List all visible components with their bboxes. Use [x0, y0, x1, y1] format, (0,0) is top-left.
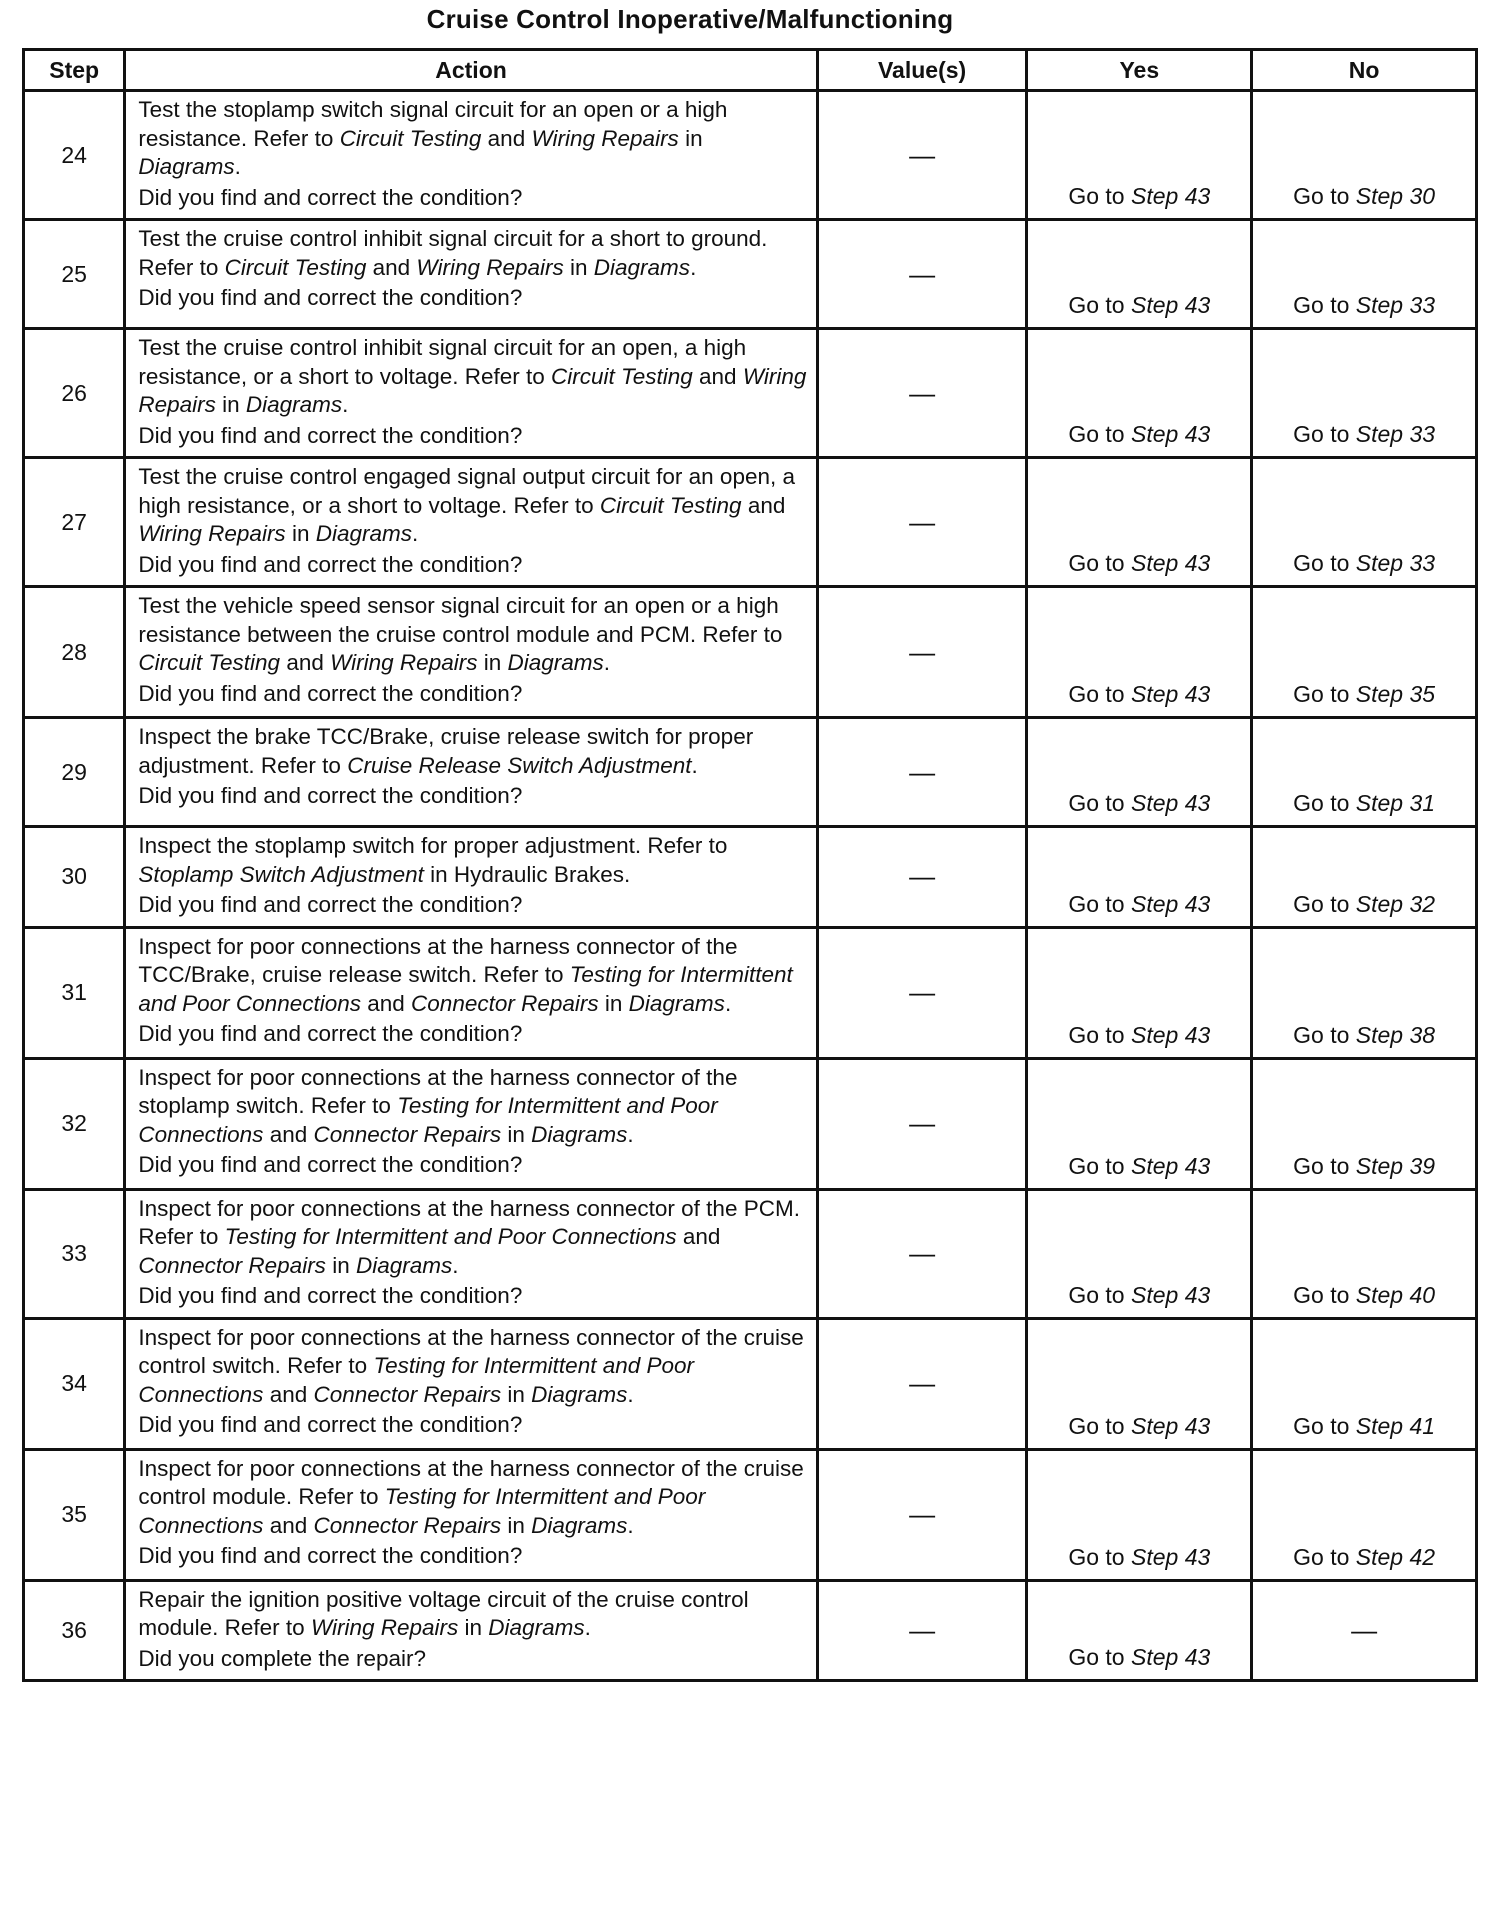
- action-text-segment: .: [342, 392, 349, 417]
- step-reference: Step 30: [1355, 183, 1436, 209]
- step-reference: Step 43: [1131, 183, 1211, 209]
- action-text-segment: in Hydraulic Brakes.: [423, 861, 631, 887]
- action-text: [138, 1195, 807, 1281]
- action-text-segment: and: [263, 1381, 314, 1407]
- yes-cell: [1027, 1058, 1252, 1189]
- go-to-text: Go to: [1293, 1543, 1356, 1570]
- action-question: Did you find and correct the condition?: [138, 285, 523, 310]
- action-text: [138, 1064, 807, 1150]
- yes-cell: [1027, 1449, 1252, 1580]
- reference-text: Circuit Testing: [339, 125, 482, 151]
- go-to-text: Go to: [1068, 1543, 1131, 1570]
- value-cell: —: [817, 329, 1027, 458]
- reference-text: Testing for Intermittent and Poor Connections: [138, 1484, 706, 1538]
- reference-text: Diagrams: [315, 521, 412, 546]
- step-number: 26: [24, 329, 125, 458]
- step-reference: Step 39: [1355, 1152, 1436, 1179]
- action-text-segment: Inspect the brake TCC/Brake, cruise release switch for proper adjustment. Refer to: [138, 724, 754, 778]
- action-cell: [125, 91, 817, 220]
- action-text-segment: Inspect the stoplamp switch for proper adjustment. Refer to: [138, 833, 728, 858]
- action-question: Did you find and correct the condition?: [138, 1543, 523, 1568]
- go-to-text: Go to: [1293, 790, 1356, 816]
- value-cell: —: [817, 1580, 1027, 1681]
- action-question: Did you find and correct the condition?: [138, 422, 523, 448]
- action-text-segment: .: [234, 154, 241, 179]
- yes-cell: [1027, 91, 1252, 220]
- action-text-segment: Test the cruise control inhibit signal circuit for a short to ground. Refer to: [138, 226, 768, 280]
- action-question: Did you find and correct the condition?: [138, 680, 523, 706]
- action-text: [138, 723, 807, 780]
- action-text-segment: Test the cruise control inhibit signal circuit for an open, a high resistance, or a short to voltage. Refer to: [138, 335, 747, 389]
- action-text-segment: Test the cruise control engaged signal output circuit for an open, a high resistance, or a short to voltage. Refer to: [138, 464, 795, 518]
- reference-text: Circuit Testing: [224, 254, 367, 280]
- action-text-segment: in: [501, 1121, 532, 1147]
- step-number: 36: [24, 1580, 125, 1681]
- reference-text: Diagrams: [507, 650, 604, 675]
- step-number: 27: [24, 458, 125, 587]
- action-text-segment: .: [691, 752, 698, 778]
- reference-text: Wiring Repairs: [330, 650, 478, 675]
- reference-text: Circuit Testing: [599, 492, 742, 518]
- no-cell: [1252, 1058, 1477, 1189]
- action-question: Did you find and correct the condition?: [138, 184, 523, 210]
- action-cell: [125, 1189, 817, 1318]
- step-number: 35: [24, 1449, 125, 1580]
- no-cell: —: [1252, 1580, 1477, 1681]
- action-text-segment: Test the stoplamp switch signal circuit for an open or a high resistance. Refer to: [138, 97, 728, 151]
- table-row: [24, 718, 1477, 827]
- action-text-segment: Inspect for poor connections at the harness connector of the PCM. Refer to: [138, 1195, 800, 1249]
- action-text-segment: Repair the ignition positive voltage circuit of the cruise control module. Refer to: [138, 1586, 749, 1640]
- step-number: 24: [24, 91, 125, 220]
- table-row: [24, 827, 1477, 928]
- reference-text: Wiring Repairs: [138, 521, 286, 546]
- value-cell: —: [817, 1058, 1027, 1189]
- step-number: 29: [24, 718, 125, 827]
- action-text-segment: .: [411, 521, 419, 546]
- step-reference: Step 40: [1355, 1281, 1436, 1308]
- action-text-segment: Inspect for poor connections at the harness connector of the stoplamp switch. Refer to: [138, 1064, 738, 1118]
- yes-cell: [1027, 1318, 1252, 1449]
- yes-cell: [1027, 927, 1252, 1058]
- header-yes: Yes: [1027, 50, 1252, 91]
- action-text: [138, 832, 807, 889]
- action-text-segment: .: [603, 650, 611, 675]
- step-number: 34: [24, 1318, 125, 1449]
- action-text: [138, 933, 807, 1019]
- step-reference: Step 43: [1131, 1152, 1211, 1179]
- action-text: [138, 592, 807, 678]
- step-reference: Step 35: [1355, 681, 1436, 707]
- no-cell: [1252, 329, 1477, 458]
- go-to-text: Go to: [1068, 681, 1131, 707]
- no-cell: [1252, 827, 1477, 928]
- reference-text: Diagrams: [355, 1252, 453, 1278]
- action-text-segment: and: [361, 990, 412, 1016]
- reference-text: Diagrams: [531, 1512, 628, 1538]
- action-text-segment: in: [563, 254, 594, 280]
- action-cell: [125, 329, 817, 458]
- value-cell: —: [817, 827, 1027, 928]
- no-cell: [1252, 927, 1477, 1058]
- yes-cell: [1027, 220, 1252, 329]
- table-row: [24, 927, 1477, 1058]
- yes-cell: [1027, 1189, 1252, 1318]
- step-reference: Step 32: [1355, 890, 1436, 917]
- step-reference: Step 43: [1131, 1644, 1211, 1670]
- action-text-segment: in: [325, 1252, 356, 1278]
- action-cell: [125, 1580, 817, 1681]
- go-to-text: Go to: [1068, 183, 1131, 209]
- reference-text: Connector Repairs: [138, 1252, 326, 1278]
- step-reference: Step 43: [1131, 1543, 1211, 1570]
- go-to-text: Go to: [1293, 1152, 1356, 1179]
- reference-text: Diagrams: [531, 1121, 628, 1147]
- action-text-segment: in: [501, 1512, 532, 1538]
- action-text: [138, 225, 807, 282]
- reference-text: Testing for Intermittent and Poor Connections: [224, 1224, 677, 1249]
- step-reference: Step 43: [1131, 681, 1211, 707]
- reference-text: Circuit Testing: [138, 650, 281, 675]
- go-to-text: Go to: [1068, 1021, 1131, 1048]
- step-reference: Step 38: [1355, 1021, 1436, 1048]
- value-cell: —: [817, 718, 1027, 827]
- go-to-text: Go to: [1293, 292, 1356, 318]
- go-to-text: Go to: [1293, 1021, 1356, 1048]
- value-cell: —: [817, 220, 1027, 329]
- action-text: [138, 1586, 807, 1643]
- no-cell: [1252, 91, 1477, 220]
- diagnostic-table: [22, 48, 1478, 1682]
- action-question: Did you find and correct the condition?: [138, 1152, 523, 1177]
- action-text: [138, 463, 807, 549]
- step-reference: Step 31: [1355, 790, 1436, 816]
- step-reference: Step 43: [1131, 550, 1211, 576]
- yes-cell: [1027, 458, 1252, 587]
- header-row: [24, 50, 1477, 91]
- value-cell: —: [817, 1189, 1027, 1318]
- no-cell: [1252, 1189, 1477, 1318]
- action-text-segment: .: [627, 1512, 634, 1538]
- action-text-segment: .: [452, 1252, 459, 1278]
- table-row: [24, 1449, 1477, 1580]
- reference-text: Diagrams: [488, 1615, 585, 1640]
- step-reference: Step 33: [1355, 292, 1436, 318]
- go-to-text: Go to: [1068, 1644, 1131, 1670]
- table-body: [24, 91, 1477, 1681]
- reference-text: Wiring Repairs: [416, 254, 564, 280]
- reference-text: Connector Repairs: [313, 1381, 502, 1407]
- table-row: [24, 587, 1477, 718]
- go-to-text: Go to: [1293, 421, 1356, 447]
- action-cell: [125, 458, 817, 587]
- reference-text: Cruise Release Switch Adjustment: [347, 752, 692, 778]
- action-cell: [125, 718, 817, 827]
- header-no: No: [1252, 50, 1477, 91]
- yes-cell: [1027, 827, 1252, 928]
- action-text-segment: and: [263, 1512, 314, 1538]
- action-question: Did you find and correct the condition?: [138, 783, 523, 808]
- go-to-text: Go to: [1068, 550, 1131, 576]
- go-to-text: Go to: [1293, 183, 1356, 209]
- page-title: Cruise Control Inoperative/Malfunctioning: [426, 4, 954, 34]
- table-row: [24, 1058, 1477, 1189]
- action-text-segment: and: [481, 125, 532, 151]
- go-to-text: Go to: [1293, 1281, 1356, 1308]
- no-cell: [1252, 587, 1477, 718]
- yes-cell: [1027, 718, 1252, 827]
- action-text-segment: .: [627, 1381, 634, 1407]
- value-cell: —: [817, 91, 1027, 220]
- step-reference: Step 43: [1131, 1021, 1211, 1048]
- action-question: Did you find and correct the condition?: [138, 1021, 523, 1046]
- action-question: Did you find and correct the condition?: [138, 1412, 523, 1437]
- step-reference: Step 43: [1131, 1281, 1211, 1308]
- action-text-segment: .: [690, 254, 697, 280]
- action-text-segment: and: [263, 1121, 314, 1147]
- reference-text: Wiring Repairs: [138, 363, 807, 417]
- table-row: [24, 329, 1477, 458]
- no-cell: [1252, 718, 1477, 827]
- yes-cell: [1027, 587, 1252, 718]
- action-text-segment: and: [366, 254, 417, 280]
- go-to-text: Go to: [1068, 1152, 1131, 1179]
- step-number: 30: [24, 827, 125, 928]
- no-cell: [1252, 458, 1477, 587]
- step-reference: Step 43: [1131, 890, 1211, 917]
- action-text-segment: and: [692, 363, 743, 389]
- step-number: 25: [24, 220, 125, 329]
- action-text-segment: in: [285, 521, 316, 546]
- action-text-segment: and: [676, 1224, 721, 1249]
- reference-text: Diagrams: [138, 154, 235, 179]
- reference-text: Connector Repairs: [411, 990, 599, 1016]
- value-cell: —: [817, 1449, 1027, 1580]
- table-row: [24, 1318, 1477, 1449]
- no-cell: [1252, 1449, 1477, 1580]
- no-cell: [1252, 220, 1477, 329]
- reference-text: Wiring Repairs: [531, 125, 679, 151]
- step-reference: Step 43: [1131, 1412, 1211, 1439]
- reference-text: Diagrams: [628, 990, 725, 1016]
- table-row: [24, 458, 1477, 587]
- action-text-segment: Test the vehicle speed sensor signal circuit for an open or a high resistance between the cruise control module and PCM. Refer to: [138, 593, 783, 647]
- yes-cell: [1027, 1580, 1252, 1681]
- step-reference: Step 43: [1131, 292, 1211, 318]
- action-text: [138, 1455, 807, 1541]
- action-text-segment: in: [678, 125, 703, 151]
- value-cell: —: [817, 927, 1027, 1058]
- reference-text: Circuit Testing: [551, 363, 693, 389]
- action-text-segment: and: [280, 650, 331, 675]
- action-question: Did you complete the repair?: [138, 1645, 426, 1671]
- table-row: [24, 91, 1477, 220]
- action-question: Did you find and correct the condition?: [138, 1283, 523, 1308]
- action-text: [138, 334, 807, 420]
- step-number: 33: [24, 1189, 125, 1318]
- reference-text: Wiring Repairs: [310, 1615, 459, 1640]
- go-to-text: Go to: [1068, 292, 1131, 318]
- step-number: 28: [24, 587, 125, 718]
- step-reference: Step 33: [1355, 421, 1436, 447]
- step-number: 32: [24, 1058, 125, 1189]
- step-reference: Step 41: [1355, 1412, 1436, 1439]
- action-question: Did you find and correct the condition?: [138, 551, 523, 577]
- action-cell: [125, 587, 817, 718]
- action-question: Did you find and correct the condition?: [138, 892, 523, 917]
- step-reference: Step 42: [1355, 1543, 1436, 1570]
- go-to-text: Go to: [1293, 890, 1356, 917]
- go-to-text: Go to: [1068, 1412, 1131, 1439]
- reference-text: Diagrams: [245, 392, 343, 417]
- action-text-segment: and: [741, 492, 786, 518]
- action-text-segment: Inspect for poor connections at the harness connector of the cruise control switch. Refer to: [138, 1324, 804, 1378]
- action-text-segment: .: [627, 1121, 634, 1147]
- value-cell: —: [817, 587, 1027, 718]
- reference-text: Connector Repairs: [313, 1121, 502, 1147]
- go-to-text: Go to: [1068, 890, 1131, 917]
- table-row: [24, 1189, 1477, 1318]
- go-to-text: Go to: [1068, 790, 1131, 816]
- action-cell: [125, 1449, 817, 1580]
- action-cell: [125, 1318, 817, 1449]
- step-reference: Step 33: [1355, 550, 1436, 576]
- action-text-segment: Inspect for poor connections at the harness connector of the cruise control module. Refer to: [138, 1455, 804, 1509]
- go-to-text: Go to: [1293, 681, 1356, 707]
- step-reference: Step 43: [1131, 421, 1211, 447]
- value-cell: —: [817, 1318, 1027, 1449]
- action-text-segment: in: [477, 650, 508, 675]
- table-row: [24, 1580, 1477, 1681]
- action-cell: [125, 827, 817, 928]
- action-text-segment: in: [501, 1381, 532, 1407]
- table-row: [24, 220, 1477, 329]
- value-cell: —: [817, 458, 1027, 587]
- action-text-segment: .: [724, 990, 732, 1016]
- go-to-text: Go to: [1068, 1281, 1131, 1308]
- no-cell: [1252, 1318, 1477, 1449]
- header-step: Step: [24, 50, 125, 91]
- go-to-text: Go to: [1068, 421, 1131, 447]
- go-to-text: Go to: [1293, 1412, 1356, 1439]
- step-number: 31: [24, 927, 125, 1058]
- action-cell: [125, 1058, 817, 1189]
- action-cell: [125, 927, 817, 1058]
- action-text-segment: in: [458, 1615, 489, 1640]
- action-cell: [125, 220, 817, 329]
- reference-text: Testing for Intermittent and Poor Connections: [138, 1093, 718, 1147]
- reference-text: Connector Repairs: [313, 1512, 502, 1538]
- go-to-text: Go to: [1293, 550, 1356, 576]
- action-text-segment: Inspect for poor connections at the harness connector of the TCC/Brake, cruise release switch. Refer to: [138, 933, 738, 987]
- yes-cell: [1027, 329, 1252, 458]
- reference-text: Stoplamp Switch Adjustment: [138, 861, 424, 887]
- action-text-segment: .: [584, 1615, 591, 1640]
- action-text: [138, 96, 807, 182]
- reference-text: Testing for Intermittent and Poor Connections: [138, 1353, 695, 1407]
- header-values: Value(s): [817, 50, 1027, 91]
- action-text: [138, 1324, 807, 1410]
- reference-text: Diagrams: [531, 1381, 628, 1407]
- step-reference: Step 43: [1131, 790, 1211, 816]
- header-action: Action: [125, 50, 817, 91]
- reference-text: Diagrams: [593, 254, 691, 280]
- reference-text: Testing for Intermittent and Poor Connections: [138, 962, 793, 1016]
- action-text-segment: in: [215, 392, 246, 417]
- action-text-segment: in: [598, 990, 629, 1016]
